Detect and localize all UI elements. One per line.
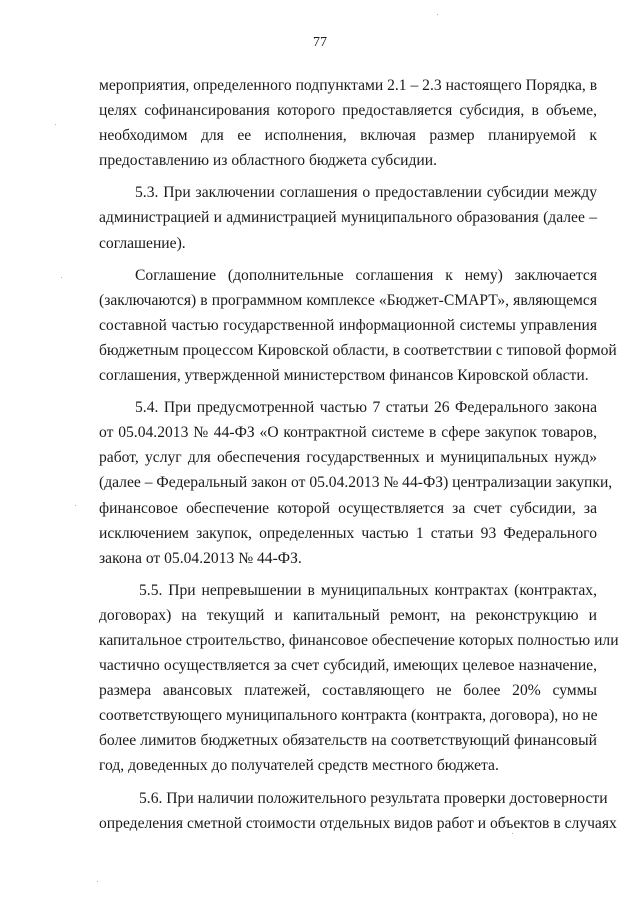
paragraph-5-5 bbox=[99, 578, 619, 779]
scan-speck bbox=[512, 833, 513, 834]
text-line: (далее – Федеральный закон от 05.04.2013 № 44-ФЗ) централизации закупки, bbox=[99, 474, 613, 492]
text-line: соглашения, утвержденной министерством финансов Кировской области. bbox=[99, 367, 589, 385]
text-line: мероприятия, определенного подпунктами 2.1 – 2.3 настоящего Порядка, в bbox=[99, 77, 598, 94]
paragraph-5-3 bbox=[99, 180, 597, 255]
paragraph-5-4 bbox=[99, 395, 613, 571]
text-line: целях софинансирования которого предоставляется субсидия, в объеме, bbox=[99, 102, 597, 120]
text-line: от 05.04.2013 № 44-ФЗ «О контрактной системе в сфере закупок товаров, bbox=[99, 424, 597, 442]
text-line: (заключаются) в программном комплексе «Бюджет-СМАРТ», являющемся bbox=[99, 291, 597, 309]
scan-speck bbox=[75, 505, 76, 506]
text-line: соответствующего муниципального контракта (контракта, договора), но не bbox=[99, 707, 598, 725]
scan-speck bbox=[61, 277, 62, 278]
scan-speck bbox=[437, 14, 438, 15]
text-line: договорах) на текущий и капитальный ремонт, на реконструкцию и bbox=[99, 606, 597, 624]
text-line: закона от 05.04.2013 № 44-ФЗ. bbox=[99, 549, 302, 567]
text-line: частично осуществляется за счет субсидий, имеющих целевое назначение, bbox=[99, 657, 597, 675]
text-line: более лимитов бюджетных обязательств на соответствующий финансовый bbox=[99, 732, 597, 750]
text-line: 5.5. При непревышении в муниципальных контрактах (контрактах, bbox=[139, 581, 597, 599]
text-line: капитальное строительство, финансовое обеспечение которых полностью или bbox=[99, 631, 619, 649]
text-line: соглашение). bbox=[99, 234, 186, 252]
text-line: определения сметной стоимости отдельных видов работ и объектов в случаях bbox=[99, 814, 617, 832]
paragraph-agreement bbox=[99, 263, 617, 388]
text-line: составной частью государственной информационной системы управления bbox=[99, 316, 597, 334]
text-line: год, доведенных до получателей средств местного бюджета. bbox=[99, 757, 499, 775]
paragraph-5-6 bbox=[99, 786, 617, 836]
text-line: необходимом для ее исполнения, включая размер планируемой к bbox=[99, 127, 597, 145]
text-line: Соглашение (дополнительные соглашения к нему) заключается bbox=[135, 266, 597, 284]
text-line: бюджетным процессом Кировской области, в соответствии с типовой формой bbox=[99, 341, 617, 359]
text-line: 5.3. При заключении соглашения о предоставлении субсидии между bbox=[135, 184, 597, 202]
text-line: работ, услуг для обеспечения государственных и муниципальных нужд» bbox=[99, 449, 597, 467]
document-body bbox=[99, 73, 619, 836]
text-line: предоставлению из областного бюджета субсидии. bbox=[99, 152, 438, 170]
text-line: размера авансовых платежей, составляющего не более 20% суммы bbox=[99, 682, 597, 700]
text-line: 5.4. При предусмотренной частью 7 статьи 26 Федерального закона bbox=[135, 399, 597, 417]
text-line: финансовое обеспечение которой осуществляется за счет субсидии, за bbox=[99, 499, 597, 517]
text-line: администрацией и администрацией муниципального образования (далее – bbox=[99, 209, 597, 227]
text-line: 5.6. При наличии положительного результата проверки достоверности bbox=[139, 789, 608, 807]
page-number: 77 bbox=[313, 35, 327, 50]
scan-speck bbox=[97, 881, 98, 882]
text-line: исключением закупок, определенных частью 1 статьи 93 Федерального bbox=[99, 524, 597, 542]
paragraph-continuation bbox=[99, 73, 597, 173]
scan-speck bbox=[55, 124, 56, 125]
